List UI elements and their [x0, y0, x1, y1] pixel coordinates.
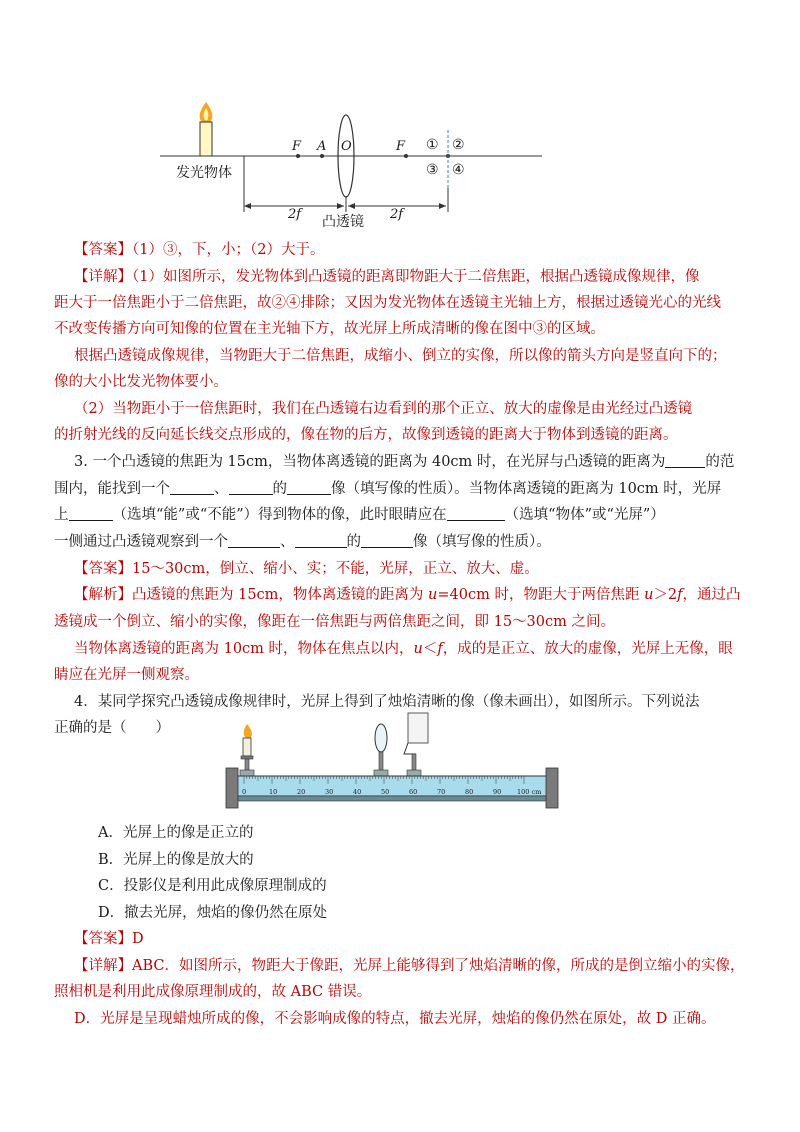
- distance-right-label: 2f: [390, 207, 404, 222]
- q4-stem-line-2: 正确的是（ ）: [54, 720, 170, 736]
- q4-answer-line: 【答案】D: [74, 931, 144, 947]
- q3-blank-1[interactable]: [665, 453, 705, 468]
- bench-tick-label: 50: [381, 788, 390, 796]
- q3-blank-5[interactable]: [69, 506, 113, 521]
- bench-tick-label: 40: [353, 788, 362, 796]
- bench-tick-label: 90: [493, 788, 502, 796]
- q3-analysis-line-2: 透镜成一个倒立、缩小的实像，像距在一倍焦距与两倍焦距之间，即 15～30cm 之间。: [54, 614, 615, 630]
- q4-detail-line-3: D．光屏是呈现蜡烛所成的像，不会影响成像的特点，撤去光屏，烛焰的像仍然在原处，故 D 正确。: [74, 1011, 716, 1027]
- region-3: ③: [426, 162, 439, 178]
- option-a[interactable]: A．光屏上的像是正立的: [98, 825, 254, 841]
- region-1: ①: [426, 137, 439, 153]
- bench-screen: [408, 713, 428, 743]
- bench-tick-label: 70: [437, 788, 446, 796]
- bench-lens: [375, 724, 387, 752]
- q3-blank-8[interactable]: [295, 533, 347, 548]
- lens-label: 凸透镜: [322, 214, 364, 230]
- option-d[interactable]: D．撤去光屏，烛焰的像仍然在原处: [98, 905, 328, 921]
- q2-detail-line-7: 的折射光线的反向延长线交点形成的，像在物的后方，故像到透镜的距离大于物体到透镜的距离。: [54, 427, 678, 443]
- q3-analysis-line-3: 当物体离透镜的距离为 10cm 时，物体在焦点以内，u＜f，成的是正立、放大的虚像，光屏上无像，眼: [74, 641, 733, 657]
- q3-stem-line-1: 3. 一个凸透镜的焦距为 15cm，当物体离透镜的距离为 40cm 时，在光屏与凸透镜的距离为 的范: [74, 454, 735, 470]
- lens-diagram: [150, 96, 550, 230]
- bench-tick-label: 20: [297, 788, 306, 796]
- bench-tick-label: 100 cm: [517, 788, 542, 796]
- q3-blank-6[interactable]: [447, 506, 505, 521]
- region-4: ④: [452, 162, 465, 178]
- q3-analysis-line-4: 睛应在光屏一侧观察。: [54, 667, 199, 683]
- q2-detail-line-1: 【详解】（1）如图所示，发光物体到凸透镜的距离即物距大于二倍焦距，根据凸透镜成像规律，像: [74, 269, 700, 285]
- q3-blank-2[interactable]: [170, 480, 214, 495]
- point-a-label: A: [317, 139, 327, 154]
- object-label: 发光物体: [176, 165, 232, 181]
- bench-tick-label: 80: [465, 788, 474, 796]
- q4-detail-line-1: 【详解】ABC．如图所示，物距大于像距，光屏上能够得到了烛焰清晰的像，所成的是倒立缩小的实像，: [74, 958, 745, 974]
- bench-tick-label: 10: [269, 788, 278, 796]
- option-b[interactable]: B．光屏上的像是放大的: [98, 852, 254, 868]
- focal-label-right: F: [396, 139, 406, 154]
- q4-detail-line-2: 照相机是利用此成像原理制成的，故 ABC 错误。: [54, 984, 372, 1000]
- q3-stem-line-2: 围内，能找到一个 、 的 像（填写像的性质）。当物体离透镜的距离为 10cm 时，光屏: [54, 481, 722, 497]
- focal-label-left: F: [292, 139, 302, 154]
- distance-left-label: 2f: [288, 207, 302, 222]
- q3-blank-9[interactable]: [361, 533, 413, 548]
- bench-tick-label: 30: [325, 788, 334, 796]
- q3-blank-7[interactable]: [228, 533, 280, 548]
- optical-center-label: O: [341, 139, 352, 154]
- q3-blank-4[interactable]: [287, 480, 331, 495]
- q3-stem-line-4: 一侧通过凸透镜观察到一个 、 的 像（填写像的性质）。: [54, 534, 551, 550]
- q3-analysis-line-1: 【解析】凸透镜的焦距为 15cm，物体离透镜的距离为 u=40cm 时，物距大于两倍焦距 u＞2f，通过凸: [74, 587, 741, 603]
- q3-stem-line-3: 上 （选填“能”或“不能”）得到物体的像，此时眼睛应在 （选填“物体”或“光屏”）: [54, 507, 665, 523]
- q3-blank-3[interactable]: [229, 480, 273, 495]
- bench-tick-label: 60: [409, 788, 418, 796]
- q2-detail-line-3: 不改变传播方向可知像的位置在主光轴下方，故光屏上所成清晰的像在图中③的区域。: [54, 321, 605, 337]
- q2-detail-line-2: 距大于一倍焦距小于二倍焦距，故②④排除；又因为发光物体在透镜主光轴上方，根据过透镜光心的光线: [54, 295, 721, 311]
- region-2: ②: [452, 137, 465, 153]
- q2-detail-line-5: 像的大小比发光物体要小。: [54, 374, 228, 390]
- option-c[interactable]: C．投影仪是利用此成像原理制成的: [98, 878, 327, 894]
- bench-candle-flame-icon: [244, 724, 252, 739]
- q2-detail-line-6: （2）当物距小于一倍焦距时，我们在凸透镜右边看到的那个正立、放大的虚像是由光经过凸透镜: [74, 401, 693, 417]
- q3-answer-line: 【答案】15～30cm，倒立、缩小、实；不能，光屏，正立、放大、虚。: [74, 561, 539, 577]
- q2-detail-line-4: 根据凸透镜成像规律，当物距大于二倍焦距，成缩小、倒立的实像，所以像的箭头方向是竖直向下的；: [74, 348, 727, 364]
- optical-bench-diagram: [224, 706, 564, 818]
- candle-body: [200, 122, 212, 156]
- bench-tick-label: 0: [242, 788, 247, 796]
- q4-stem-line-1: 4．某同学探究凸透镜成像规律时，光屏上得到了烛焰清晰的像（像未画出），如图所示。下列说法: [74, 694, 700, 710]
- q2-answer-line: 【答案】（1）③，下，小；（2）大于。: [74, 242, 325, 258]
